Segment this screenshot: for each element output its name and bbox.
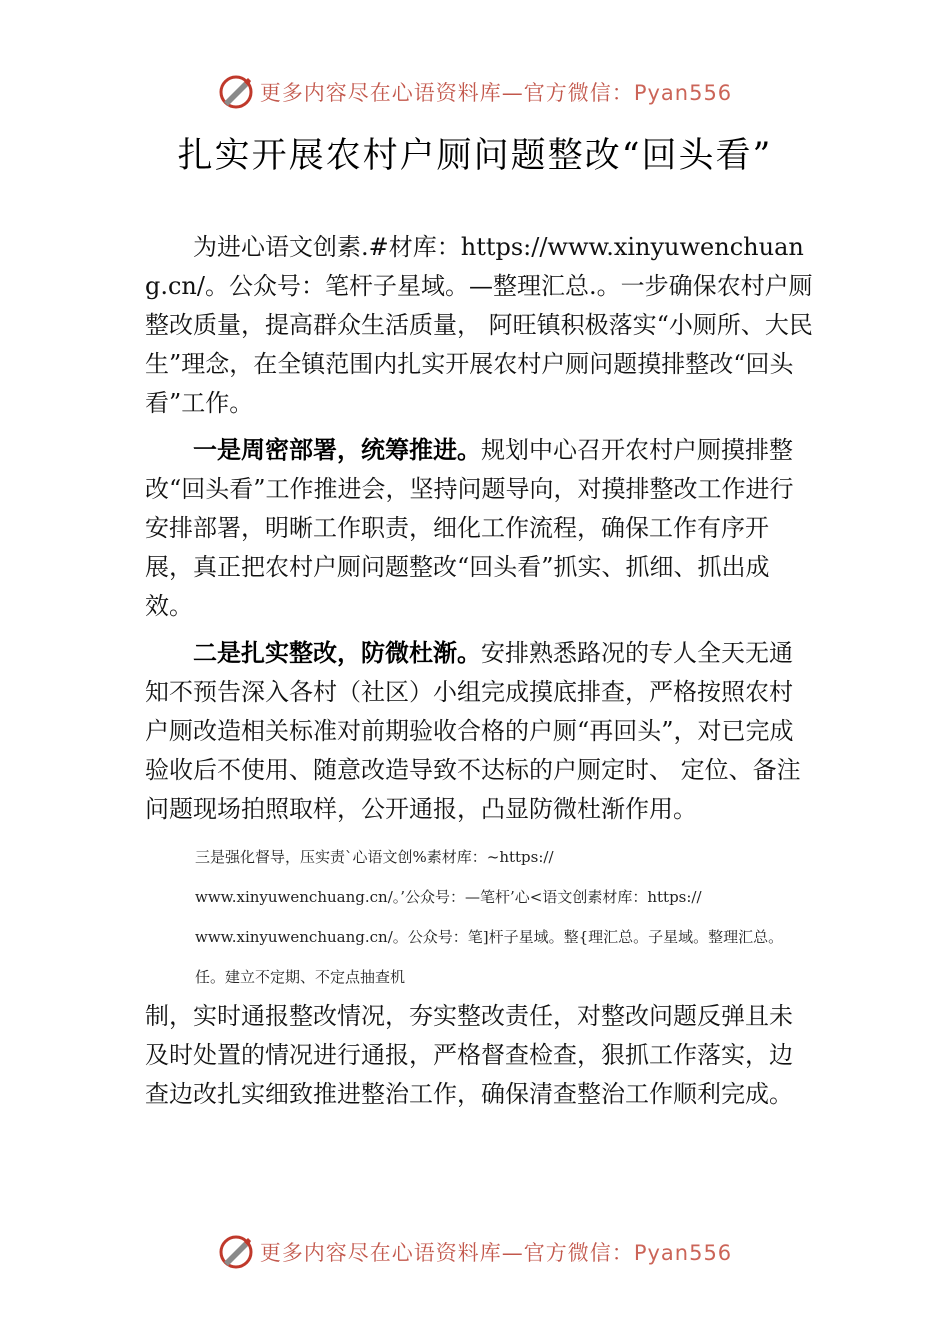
banner-wechat-id: Pyan556 <box>633 81 733 105</box>
header-banner <box>0 70 950 114</box>
section-2-paragraph <box>145 634 815 829</box>
section-2-text: 安排熟悉路况的专人全天无通知不预告深入各村（社区）小组完成摸底排查，严格按照农村户厕改造相关标准对前期验收合格的户厕“再回头”，对已完成验收后不使用、随意改造导致不达标的户厕定时、 定位、备注问题现场拍照取样，公开通报，凸显防微杜渐作用。 <box>145 639 801 823</box>
intro-paragraph: 为进心语文创素.#材库：https://www.xinyuwenchuang.cn/。公众号：笔杆子星域。—整理汇总.。一步确保农村户厕整改质量，提高群众生活质量， 阿旺镇积极落实“小厕所、大民生”理念，在全镇范围内扎实开展农村户厕问题摸排整改“回头看”工作。 <box>145 233 813 417</box>
section-1-paragraph <box>145 431 815 626</box>
page-title: 扎实开展农村户厕问题整改“回头看” <box>177 136 773 176</box>
small-text-block <box>145 847 815 987</box>
small-line: www.xinyuwenchuang.cn/。’公众号：—笔杆’心<语文创素材库：https:// <box>195 888 702 906</box>
pen-logo-icon <box>218 74 254 110</box>
banner-wechat-id: Pyan556 <box>633 1241 733 1265</box>
footer-banner <box>0 1230 950 1274</box>
banner-label: 更多内容尽在心语资料库—官方微信： <box>259 1241 634 1265</box>
tail-paragraph: 制，实时通报整改情况，夯实整改责任，对整改问题反弹且未及时处置的情况进行通报，严格督查检查，狠抓工作落实，边查边改扎实细致推进整治工作，确保清查整治工作顺利完成。 <box>145 1002 793 1108</box>
pen-logo-icon <box>218 1234 254 1270</box>
banner-text <box>260 1237 732 1267</box>
section-1-lead: 一是周密部署，统筹推进。 <box>193 436 481 464</box>
banner-text <box>260 77 732 107</box>
section-1-text: 规划中心召开农村户厕摸排整改“回头看”工作推进会，坚持问题导向，对摸排整改工作进行安排部署，明晰工作职责，细化工作流程，确保工作有序开展，真正把农村户厕问题整改“回头看”抓实、抓细、抓出成效。 <box>145 436 794 620</box>
small-line: www.xinyuwenchuang.cn/。公众号：笔]杆子星域。整{理汇总。子星域。整理汇总。 <box>195 928 784 946</box>
section-2-lead: 二是扎实整改，防微杜渐。 <box>193 639 481 667</box>
small-line: 任。建立不定期、不定点抽查机 <box>195 968 406 986</box>
document-body <box>145 228 815 1114</box>
banner-label: 更多内容尽在心语资料库—官方微信： <box>259 81 634 105</box>
small-line: 三是强化督导，压实责`心语文创%素材库：~https:// <box>195 848 554 866</box>
